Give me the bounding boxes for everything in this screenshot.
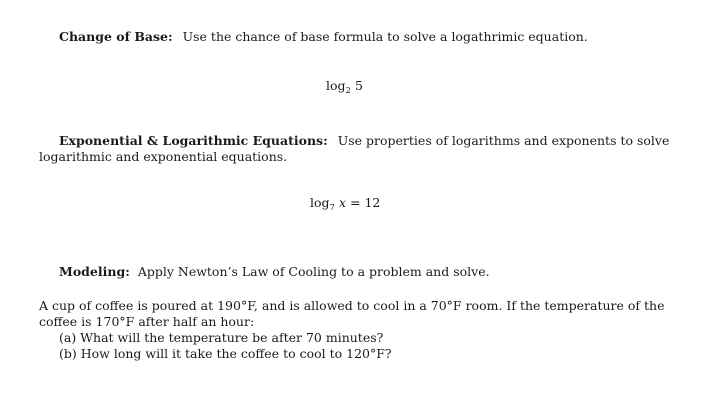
problem-line2: coffee is 170°F after half an hour: [39,314,255,329]
change-of-base-description: Use the chance of base formula to solve a logathrimic equation. [182,29,588,44]
log-base: 7 [329,203,335,213]
equation-value: 12 [364,195,381,210]
exp-log-line [59,133,669,149]
equation-variable: x [338,195,346,210]
change-of-base-line [59,29,588,45]
exp-log-description-line1: Use properties of logarithms and exponents to solve [337,133,670,148]
equation-relation: = [349,195,361,210]
log-func: log [310,195,330,210]
modeling-description: Apply Newton’s Law of Cooling to a problem and solve. [137,264,490,279]
problem-part-a: (a) What will the temperature be after 70 minutes? [59,330,384,345]
log-base-2-of-5-expression [326,78,363,94]
log-func: log [326,78,346,93]
log-base: 2 [345,86,351,96]
modeling-line [59,264,490,280]
problem-part-b: (b) How long will it take the coffee to cool to 120°F? [59,346,392,361]
change-of-base-heading: Change of Base: [59,29,173,44]
exp-log-heading: Exponential & Logarithmic Equations: [59,133,328,148]
log-argument: 5 [354,78,363,93]
exp-log-description-line2: logarithmic and exponential equations. [39,149,288,164]
modeling-heading: Modeling: [59,264,130,279]
log-base-7-equation [310,195,380,211]
problem-line1: A cup of coffee is poured at 190°F, and is allowed to cool in a 70°F room. If the temperature of the [39,298,665,313]
